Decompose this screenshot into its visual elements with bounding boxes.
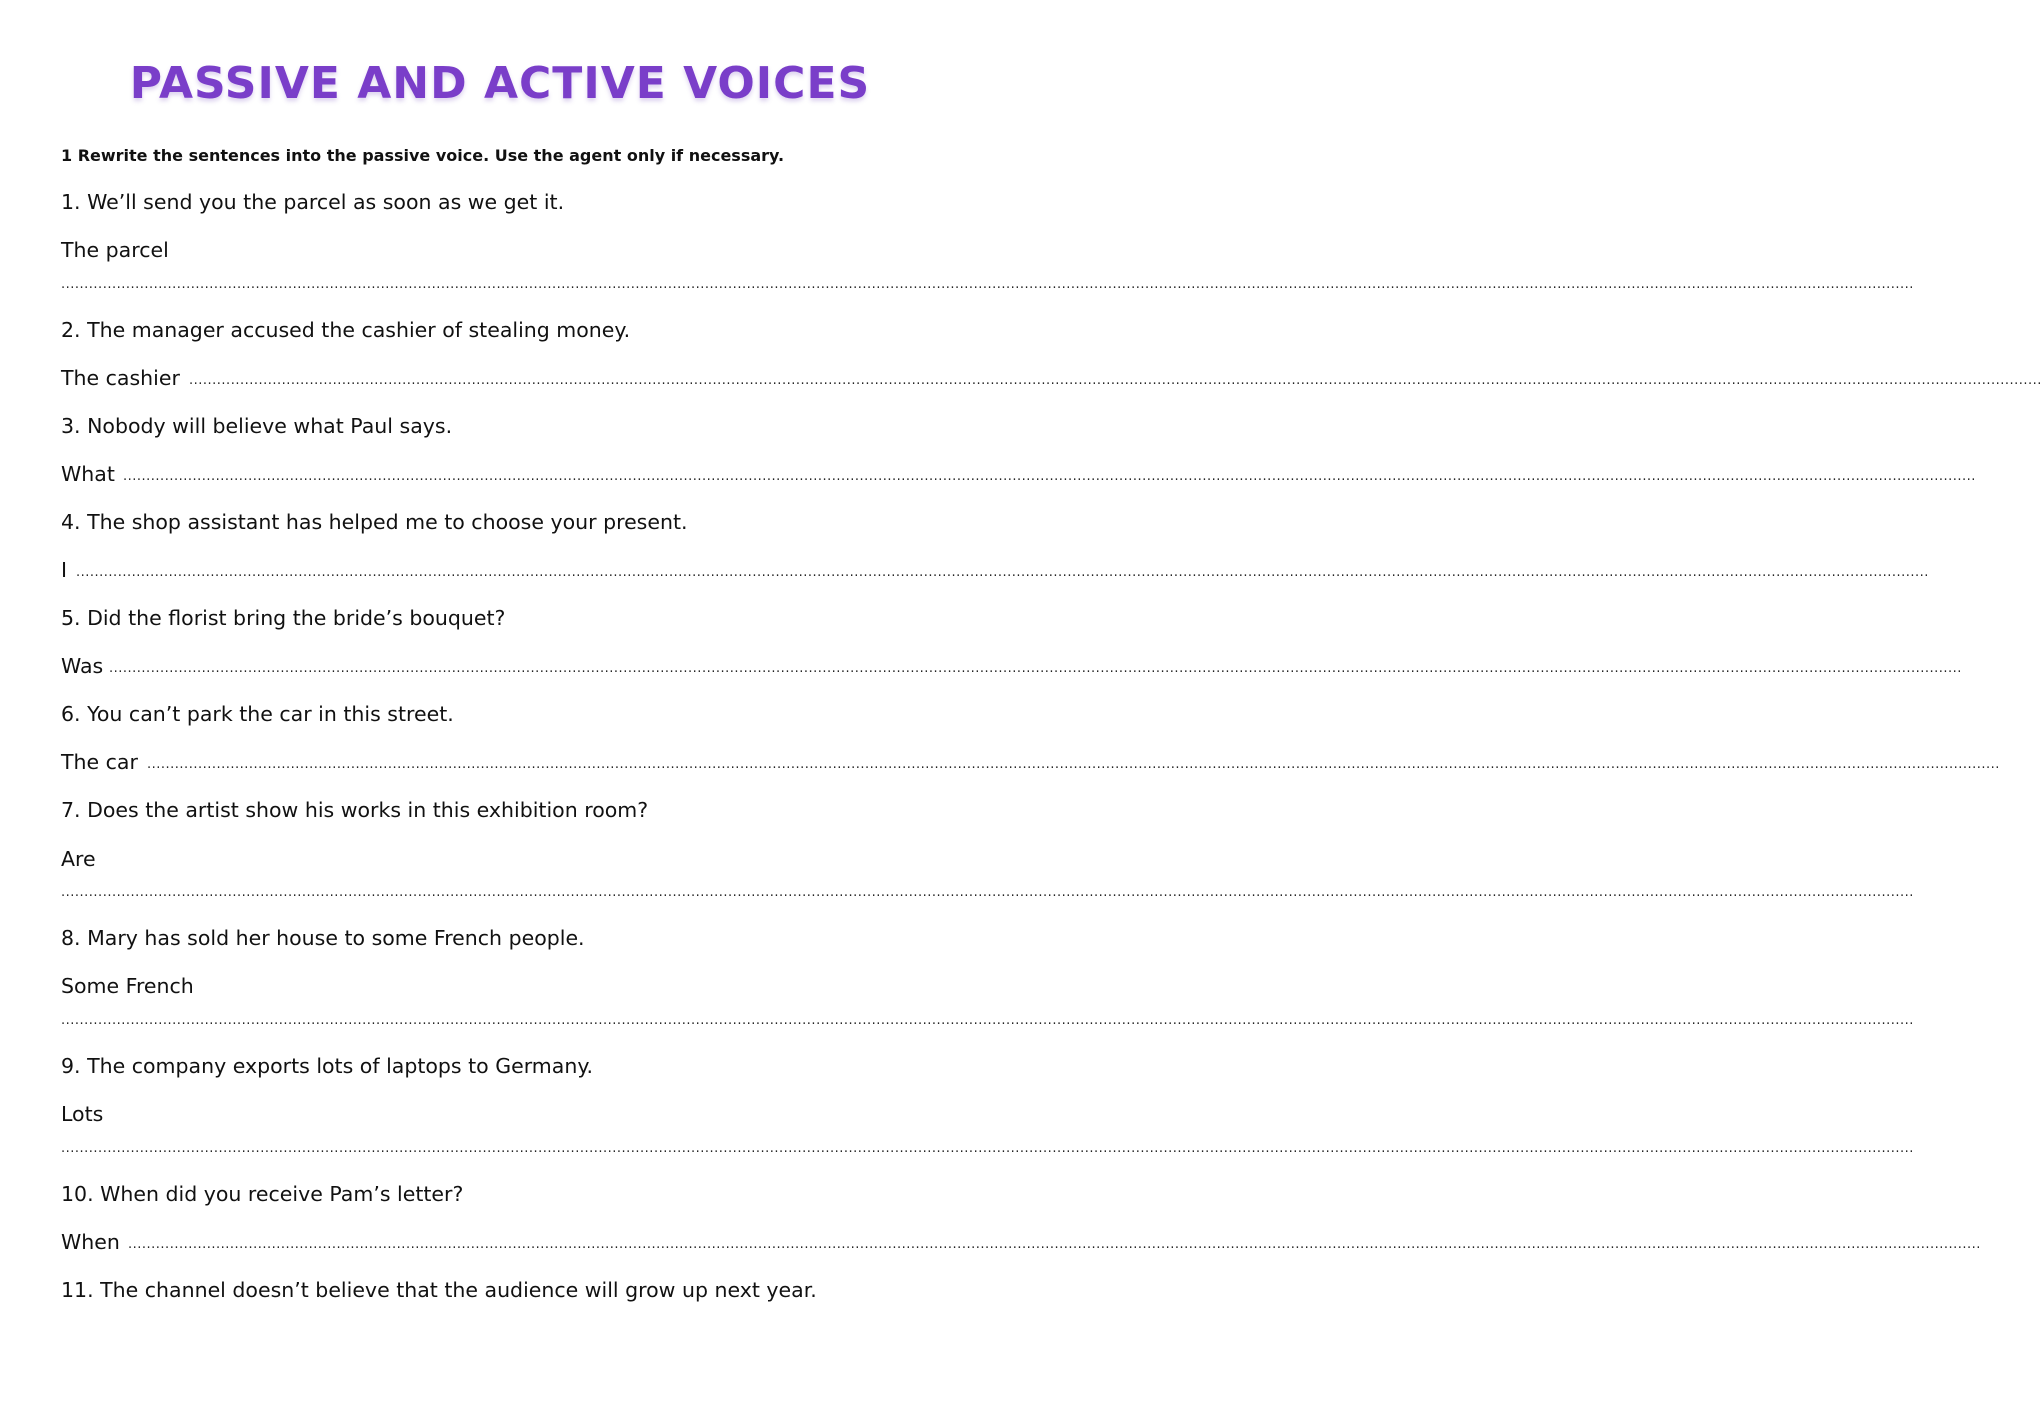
answer-line-9[interactable]: ................................................................................................................................................................................................................................................................................................................................................................................................................ (61, 1141, 1914, 1156)
worksheet-title: PASSIVE AND ACTIVE VOICES (129, 58, 871, 109)
sentence-5: 5. Did the florist bring the bride’s bouquet? (61, 606, 506, 630)
answer-prompt-2: The cashier (61, 366, 180, 390)
answer-prompt-1: The parcel (61, 238, 169, 262)
answer-prompt-7: Are (61, 847, 96, 871)
answer-line-7[interactable]: ................................................................................................................................................................................................................................................................................................................................................................................................................ (61, 885, 1914, 900)
answer-line-5[interactable]: ................................................................................................................................................................................................................................................................................................................................................................................................................ (109, 661, 1962, 676)
sentence-2: 2. The manager accused the cashier of stealing money. (61, 318, 631, 342)
answer-prompt-4: I (61, 558, 68, 582)
sentence-1: 1. We’ll send you the parcel as soon as we get it. (61, 190, 565, 214)
answer-line-10[interactable]: ................................................................................................................................................................................................................................................................................................................................................................................................................ (128, 1237, 1981, 1252)
sentence-11: 11. The channel doesn’t believe that the audience will grow up next year. (61, 1278, 817, 1302)
answer-prompt-9: Lots (61, 1102, 104, 1126)
answer-prompt-10: When (61, 1230, 120, 1254)
sentence-7: 7. Does the artist show his works in this exhibition room? (61, 798, 649, 822)
sentence-6: 6. You can’t park the car in this street. (61, 702, 454, 726)
answer-prompt-8: Some French (61, 974, 194, 998)
answer-prompt-3: What (61, 462, 115, 486)
answer-line-1[interactable]: ................................................................................................................................................................................................................................................................................................................................................................................................................ (61, 277, 1914, 292)
sentence-10: 10. When did you receive Pam’s letter? (61, 1182, 464, 1206)
answer-line-2[interactable]: ................................................................................................................................................................................................................................................................................................................................................................................................................ (189, 373, 2042, 388)
sentence-3: 3. Nobody will believe what Paul says. (61, 414, 453, 438)
sentence-8: 8. Mary has sold her house to some French people. (61, 926, 585, 950)
answer-line-8[interactable]: ................................................................................................................................................................................................................................................................................................................................................................................................................ (61, 1013, 1914, 1028)
answer-line-3[interactable]: ................................................................................................................................................................................................................................................................................................................................................................................................................ (123, 469, 1976, 484)
exercise-instruction: 1 Rewrite the sentences into the passive voice. Use the agent only if necessary. (61, 146, 785, 165)
answer-prompt-6: The car (61, 750, 138, 774)
sentence-9: 9. The company exports lots of laptops to Germany. (61, 1054, 594, 1078)
answer-line-6[interactable]: ................................................................................................................................................................................................................................................................................................................................................................................................................ (147, 757, 2000, 772)
sentence-4: 4. The shop assistant has helped me to choose your present. (61, 510, 688, 534)
answer-prompt-5: Was (61, 654, 104, 678)
answer-line-4[interactable]: ................................................................................................................................................................................................................................................................................................................................................................................................................ (76, 565, 1929, 580)
